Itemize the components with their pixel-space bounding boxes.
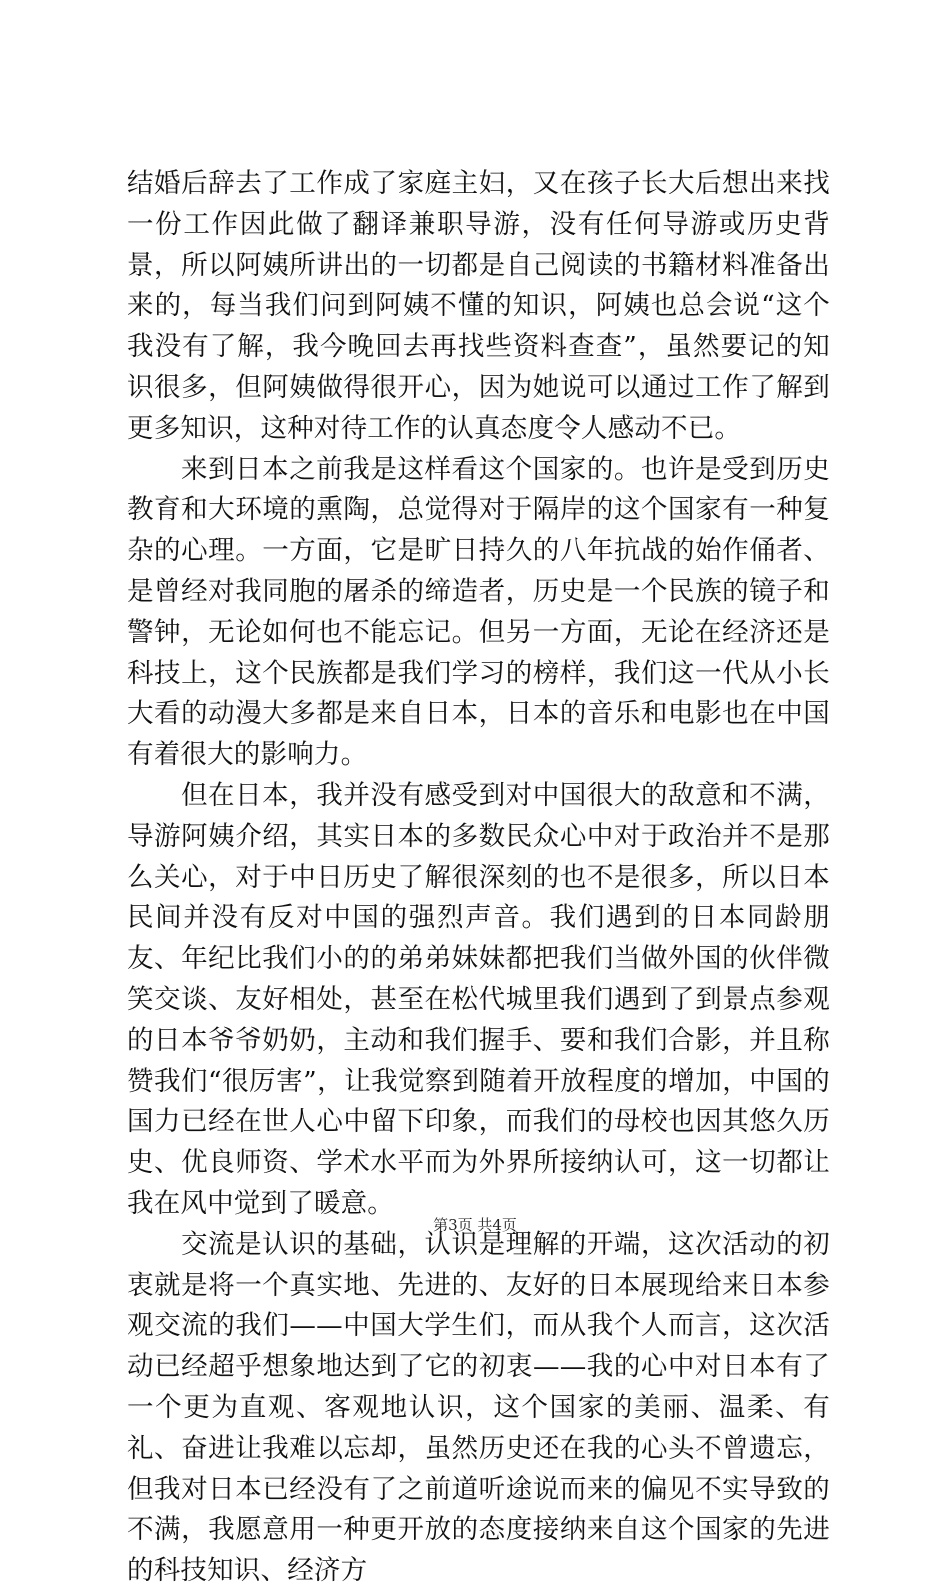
body-text <box>127 164 830 1592</box>
paragraph-4: 交流是认识的基础，认识是理解的开端，这次活动的初衷就是将一个真实地、先进的、友好的日本展现给来日本参观交流的我们——中国大学生们，而从我个人而言，这次活动已经超乎想象地达到了它的初衷——我的心中对日本有了一个更为直观、客观地认识，这个国家的美丽、温柔、有礼、奋进让我难以忘却，虽然历史还在我的心头不曾遗忘，但我对日本已经没有了之前道听途说而来的偏见不实导致的不满，我愿意用一种更开放的态度接纳来自这个国家的先进的科技知识、经济方 <box>127 1228 830 1587</box>
page-number: 第3页 共4页 <box>433 1216 517 1234</box>
paragraph-1: 结婚后辞去了工作成了家庭主妇，又在孩子长大后想出来找一份工作因此做了翻译兼职导游，没有任何导游或历史背景，所以阿姨所讲出的一切都是自己阅读的书籍材料准备出来的，每当我们问到阿姨不懂的知识，阿姨也总会说“这个我没有了解，我今晚回去再找些资料查查”，虽然要记的知识很多，但阿姨做得很开心，因为她说可以通过工作了解到更多知识，这种对待工作的认真态度令人感动不已。 <box>127 168 830 444</box>
paragraph-3: 但在日本，我并没有感受到对中国很大的敌意和不满，导游阿姨介绍，其实日本的多数民众心中对于政治并不是那么关心，对于中日历史了解很深刻的也不是很多，所以日本民间并没有反对中国的强烈声音。我们遇到的日本同龄朋友、年纪比我们小的的弟弟妹妹都把我们当做外国的伙伴微笑交谈、友好相处，甚至在松代城里我们遇到了到景点参观的日本爷爷奶奶，主动和我们握手、要和我们合影，并且称赞我们“很厉害”，让我觉察到随着开放程度的增加，中国的国力已经在世人心中留下印象，而我们的母校也因其悠久历史、优良师资、学术水平而为外界所接纳认可，这一切都让我在风中觉到了暖意。 <box>127 779 830 1219</box>
paragraph-2: 来到日本之前我是这样看这个国家的。也许是受到历史教育和大环境的熏陶，总觉得对于隔岸的这个国家有一种复杂的心理。一方面，它是旷日持久的八年抗战的始作俑者、是曾经对我同胞的屠杀的缔造者，历史是一个民族的镜子和警钟，无论如何也不能忘记。但另一方面，无论在经济还是科技上，这个民族都是我们学习的榜样，我们这一代从小长大看的动漫大多都是来自日本，日本的音乐和电影也在中国有着很大的影响力。 <box>127 453 830 771</box>
page-footer <box>0 1215 950 1235</box>
